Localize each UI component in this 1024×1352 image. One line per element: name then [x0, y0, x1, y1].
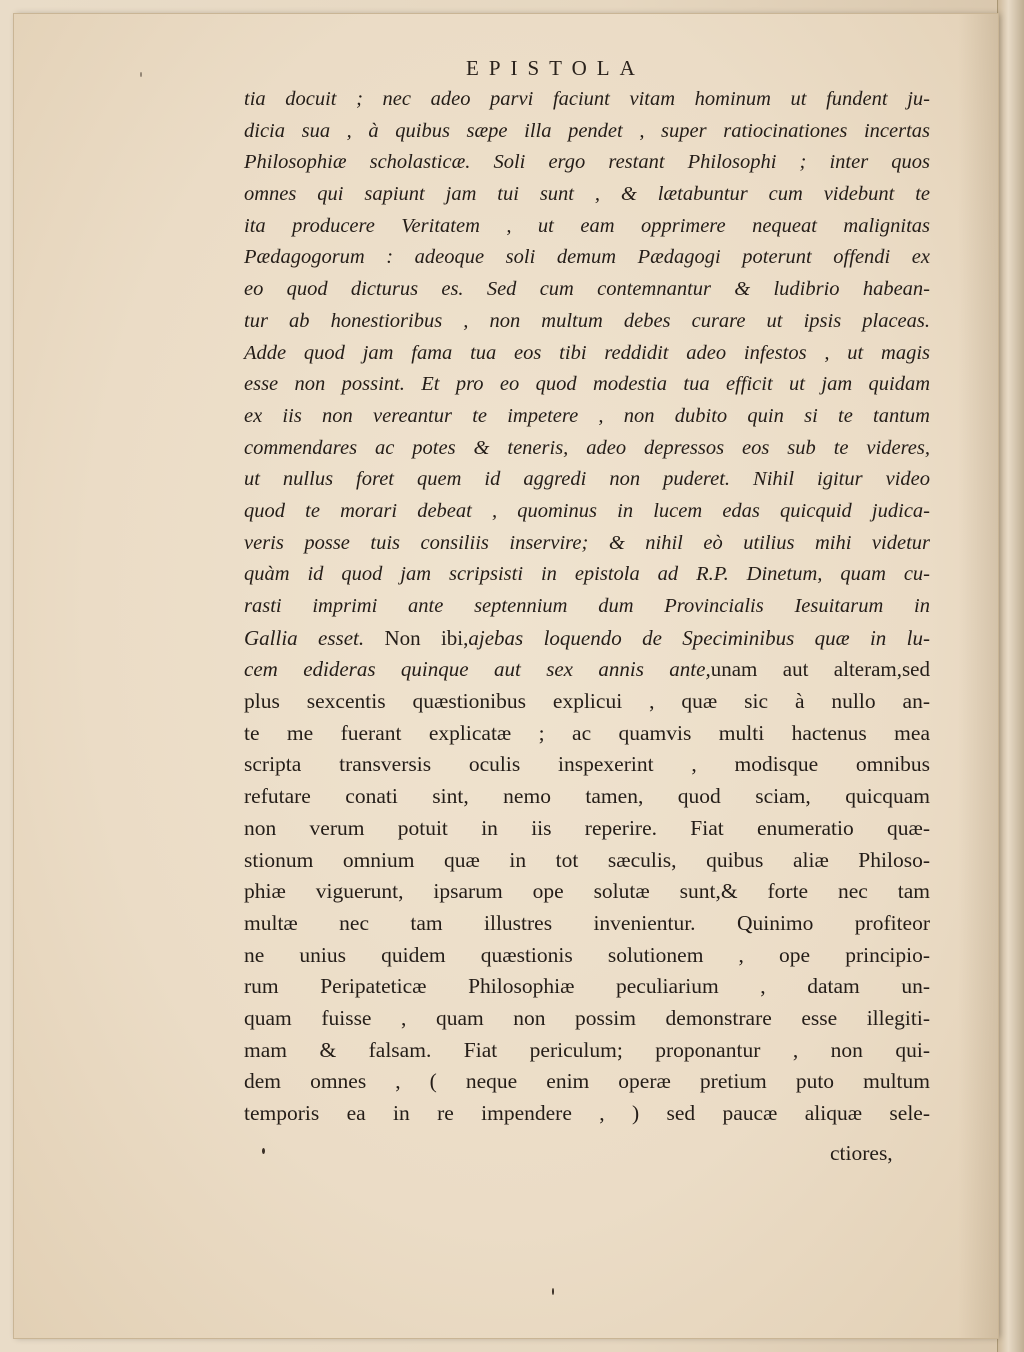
italic-text-segment: commendares ac potes & teneris, adeo depressos eos sub te videres, — [244, 436, 930, 459]
roman-text-segment: dem omnes , ( neque enim operæ pretium puto multum — [244, 1069, 930, 1094]
text-line — [244, 306, 930, 338]
text-line — [244, 908, 930, 940]
italic-text-segment: tia docuit ; nec adeo parvi faciunt vitam hominum ut fundent ju- — [244, 88, 930, 110]
roman-text-segment: ne unius quidem quæstionis solutionem , ope principio- — [244, 942, 930, 967]
italic-text-segment: tur ab honestioribus , non multum debes curare ut ipsis placeas. — [244, 309, 930, 332]
text-line — [244, 718, 930, 750]
italic-text-segment: veris posse tuis consiliis inservire; & nihil eò utilius mihi videtur — [244, 531, 930, 554]
running-head: EPISTOLA — [466, 56, 645, 80]
text-line — [244, 845, 930, 877]
text-line — [244, 369, 930, 401]
catchword: ctiores, — [830, 1141, 893, 1165]
roman-text-segment: plus sexcentis quæstionibus explicui , quæ sic à nullo an- — [244, 689, 930, 714]
text-line — [244, 1035, 930, 1067]
text-line — [244, 528, 930, 560]
roman-text-segment: te me fuerant explicatæ ; ac quamvis multi hactenus mea — [244, 720, 930, 745]
text-line — [244, 401, 930, 433]
text-line — [244, 242, 930, 274]
text-line — [244, 433, 930, 465]
text-line — [244, 1066, 930, 1098]
italic-text-segment: Gallia esset. — [244, 625, 385, 650]
italic-text-segment: ex iis non vereantur te impetere , non dubito quin si te tantum — [244, 404, 930, 427]
text-line — [244, 1098, 930, 1130]
text-line — [244, 464, 930, 496]
italic-text-segment: Philosophiæ scholasticæ. Soli ergo restant Philosophi ; inter quos — [244, 151, 930, 174]
text-line — [244, 1003, 930, 1035]
roman-text-segment: stionum omnium quæ in tot sæculis, quibus aliæ Philoso- — [244, 847, 930, 872]
text-line — [244, 813, 930, 845]
italic-text-segment: ajebas loquendo de Speciminibus quæ in lu- — [468, 625, 930, 650]
italic-text-segment: Adde quod jam fama tua eos tibi reddidit adeo infestos , ut magis — [244, 341, 930, 364]
italic-text-segment: eo quod dicturus es. Sed cum contemnantur & ludibrio habean- — [244, 278, 930, 301]
roman-text-segment: Non ibi, — [384, 625, 469, 650]
italic-text-segment: dicia sua , à quibus sæpe illa pendet , super ratiocinationes incertas — [244, 119, 930, 142]
roman-text-segment: mam & falsam. Fiat periculum; proponantur , non qui- — [244, 1037, 930, 1062]
ink-speck — [140, 72, 142, 77]
text-line — [244, 749, 930, 781]
ink-speck — [262, 1148, 265, 1154]
roman-text-segment: scripta transversis oculis inspexerint , modisque omnibus — [244, 752, 930, 777]
ink-speck — [552, 1288, 554, 1295]
text-line — [244, 496, 930, 528]
text-line — [244, 338, 930, 370]
roman-text-segment: non verum potuit in iis reperire. Fiat enumeratio quæ- — [244, 815, 930, 840]
roman-text-segment: rum Peripateticæ Philosophiæ peculiarium , datam un- — [244, 974, 930, 999]
italic-text-segment: omnes qui sapiunt jam tui sunt , & lætabuntur cum videbunt te — [244, 183, 930, 206]
text-line — [244, 591, 930, 623]
text-line — [244, 686, 930, 718]
italic-text-segment: ita producere Veritatem , ut eam opprimere nequeat malignitas — [244, 214, 930, 237]
text-line — [244, 781, 930, 813]
roman-text-segment: refutare conati sint, nemo tamen, quod sciam, quicquam — [244, 784, 930, 809]
italic-text-segment: quàm id quod jam scripsisti in epistola ad R.P. Dinetum, quam cu- — [244, 563, 930, 586]
text-line — [244, 623, 930, 655]
italic-text-segment: Pædagogorum : adeoque soli demum Pædagogi poterunt offendi ex — [244, 246, 930, 269]
text-line — [244, 147, 930, 179]
italic-text-segment: rasti imprimi ante septennium dum Provincialis Iesuitarum in — [244, 595, 930, 617]
text-line — [244, 116, 930, 148]
text-line — [244, 179, 930, 211]
adjacent-page-edge — [997, 0, 1024, 1352]
body-text — [244, 84, 930, 1130]
italic-text-segment: ut nullus foret quem id aggredi non puderet. Nihil igitur video — [244, 468, 930, 491]
text-line — [244, 211, 930, 243]
text-line — [244, 654, 930, 686]
roman-text-segment: quam fuisse , quam non possim demonstrare esse illegiti- — [244, 1005, 930, 1030]
italic-text-segment: quod te morari debeat , quominus in lucem edas quicquid judica- — [244, 499, 930, 522]
text-line — [244, 876, 930, 908]
text-line — [244, 940, 930, 972]
roman-text-segment: unam aut alteram,sed — [710, 657, 931, 682]
gutter-shadow — [958, 14, 998, 1338]
text-line — [244, 559, 930, 591]
roman-text-segment: temporis ea in re impendere , ) sed paucæ aliquæ sele- — [244, 1101, 930, 1125]
italic-text-segment: esse non possint. Et pro eo quod modestia tua efficit ut jam quidam — [244, 373, 930, 396]
roman-text-segment: phiæ viguerunt, ipsarum ope solutæ sunt,& forte nec tam — [244, 879, 930, 904]
roman-text-segment: multæ nec tam illustres invenientur. Quinimo profiteor — [244, 910, 930, 935]
text-line — [244, 84, 930, 116]
text-line — [244, 971, 930, 1003]
italic-text-segment: cem edideras quinque aut sex annis ante, — [244, 657, 711, 682]
text-line — [244, 274, 930, 306]
